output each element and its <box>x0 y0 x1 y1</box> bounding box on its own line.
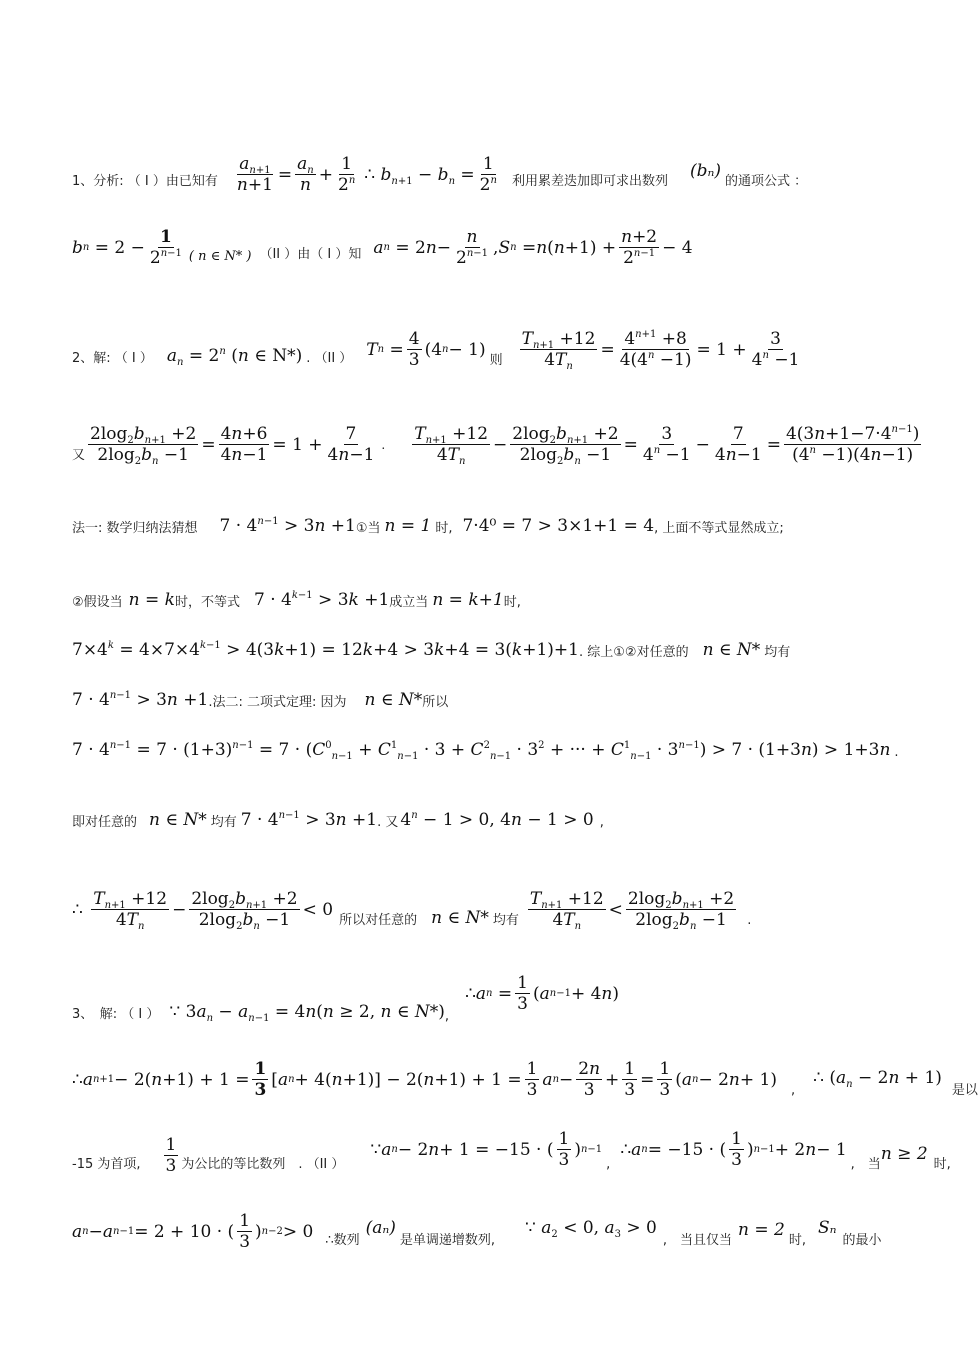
p2-l4-nk: n = k <box>128 590 175 610</box>
p2-l7-dot: . <box>894 745 899 760</box>
p2-l8-ineq2: $4^n - 1 > 0$, 4n − 1 > 0 <box>400 810 594 830</box>
p2-l3-ineq: $7 \cdot 4^{n-1} > 3n +1$ <box>219 516 356 536</box>
p2-an: $a_n = 2^n$ (n ∈ N*) <box>166 346 303 368</box>
p3-line4 <box>72 1198 882 1252</box>
p3-l3-t3: , 当 <box>850 1157 881 1172</box>
p2-l6-ineq: $7 \cdot 4^{n-1} > 3n +1$ <box>72 690 209 710</box>
p3-l4-eq: a n − a n−1 = 2 + 10 · ( $\frac{1}{3}$ ) n−2 > 0 <box>72 1210 314 1253</box>
p3-l2-comma: , <box>790 1083 796 1098</box>
p3-l1-res: ∴ a n = $\frac{1}{3}$ ( a n−1 + 4 n ) <box>465 972 620 1015</box>
p2-l3-n1: n = 1 <box>384 516 432 536</box>
p2-l9-t2: 均有 <box>492 913 519 928</box>
p1-text2: 利用累差迭加即可求出数列 <box>511 174 668 189</box>
p3-lead: 3、 解: （ I ） <box>72 1007 160 1022</box>
p2-l3-t2: ①当 <box>355 521 381 536</box>
p2-part2: . （II ） <box>306 351 353 366</box>
p2-l3-t4: , 上面不等式显然成立; <box>654 521 784 536</box>
p3-l2-t1: 是以 <box>951 1083 978 1098</box>
p3-l1-eq: ∵ $3a_n - a_{n-1} = 4n(n \ge 2$, n ∈ N*) <box>169 1002 445 1024</box>
p2-l4-t4: 时, <box>503 595 521 610</box>
p3-l4-t4: 时, <box>788 1233 806 1248</box>
p2-then: 则 <box>489 353 503 368</box>
p3-l3-comma: , <box>606 1157 611 1172</box>
p3-l3-eq2: ∴ a n = −15 · ( $\frac{1}{3}$ ) n−1 + 2 n − 1 <box>620 1128 847 1171</box>
p2-again: 又 <box>72 448 86 463</box>
p2-l9-dot: . <box>747 913 752 928</box>
p1-eq1: $\frac{a_{n+1}}{n+1}$ = $\frac{a_n}{n}$ + $\frac{1}{2^n}$ ∴ $b_{n+1} - b_n$ = $\frac{1}{2^n}$ <box>236 153 497 196</box>
p2-line3 <box>72 510 784 536</box>
p2-l5-nin: n ∈ N* <box>702 640 761 660</box>
p3-l4-t1: ∴数列 <box>325 1233 360 1248</box>
p2-line8 <box>72 804 604 830</box>
p2-l8-t1: 即对任意的 <box>72 815 138 830</box>
p3-l4-n2: n = 2 <box>738 1220 785 1240</box>
p3-line2 <box>72 1052 978 1100</box>
p2-line9 <box>72 872 752 933</box>
p2-line5 <box>72 634 790 660</box>
p2-l8-t4: , <box>599 815 604 830</box>
p2-tn: T n = $\frac{4}{3}$ (4 n − 1) <box>366 328 486 371</box>
p3-l4-seq: (aₙ) <box>365 1218 396 1238</box>
p2-l4-nk1: n = k+1 <box>432 590 504 610</box>
p2-l8-ineq: $7 \cdot 4^{n-1} > 3n +1$ <box>240 810 378 830</box>
p2-l3-t3: 时, <box>435 521 453 536</box>
p2-lead: 2、解: （ I ） <box>72 351 153 366</box>
p3-line3 <box>72 1122 951 1176</box>
p2-l9-t1: 所以对任意的 <box>339 913 418 928</box>
p2-l6-nin: n ∈ N* <box>364 690 423 710</box>
p2-l7-eq: $7 \cdot 4^{n-1} = 7 \cdot (1+3)^{n-1} = 7 \cdot (C^0_{n-1} + C^1_{n-1} \cdot 3 + C^2_{n-1} \cdot 3^2$ + ··· + $C^1_{n-1} \cdot 3^{n-1}) > 7 \cdot (1+3n) > 1+3n$ <box>72 740 891 762</box>
p3-l2-seq: ∴ $(a_n - 2n + 1)$ <box>813 1068 942 1090</box>
p3-l3-t4: 时, <box>933 1157 951 1172</box>
p3-l4-t3: , 当且仅当 <box>662 1233 733 1248</box>
p1-lead: 1、分析: （ I ）由已知有 <box>72 174 218 189</box>
p3-l3-eq1: ∵ a n − 2 n + 1 = −15 · ( $\frac{1}{3}$ ) n−1 <box>370 1128 603 1171</box>
p3-l2-eq: ∴ a n+1 − 2( n +1) + 1 = $\frac{1}{3}$ [ a n + 4( n +1)] − 2( n +1) + 1 = $\frac{1}{3}$ a n − $\frac{2n}{3}$ + $\frac{1}{3}$ = $\frac{1}{3}$ ( a n − 2 n + 1) <box>72 1058 777 1101</box>
p3-l3-ratio: $\frac{1}{3}$ <box>165 1134 177 1177</box>
p2-l6-t1: .法二: 二项式定理: 因为 <box>208 695 347 710</box>
p2-line2 <box>72 410 924 468</box>
p3-l4-cond: ∵ $a_2 < 0$, $a_3 > 0$ <box>525 1218 657 1240</box>
p1-cond: ( n ∈ N* ) <box>188 249 252 264</box>
p1-seq: (bₙ) <box>689 161 722 181</box>
p2-l6-t2: 所以 <box>422 695 449 710</box>
p2-l4-t3: 成立当 <box>389 595 429 610</box>
p3-l4-sn: Sₙ <box>817 1218 837 1238</box>
p2-l4-t1: ②假设当 <box>72 595 123 610</box>
p2-l4-ineq: $7 \cdot 4^{k-1} > 3k +1$ <box>253 590 390 610</box>
p1-text: （II ）由（ I ）知 <box>259 247 362 262</box>
p2-l3-calc: 7·4⁰ = 7 > 3×1+1 = 4 <box>462 516 655 536</box>
p2-l5-t1: . 综上①②对任意的 <box>579 645 689 660</box>
p1-line1 <box>72 145 807 195</box>
p3-l4-t2: 是单调递增数列, <box>399 1233 496 1248</box>
p1-line2 <box>72 218 693 268</box>
p1-bn: b n = 2 − $\frac{1}{2^{n-1}}$ <box>72 226 182 269</box>
p2-eq1: $\frac{2\log_2b_{n+1} +2}{2\log_2b_n -1}$ = $\frac{4n+6}{4n-1}$ = 1 + $\frac{7}{4n-1}$ . <box>90 423 386 468</box>
p2-line7 <box>72 730 899 760</box>
p3-line1 <box>72 972 620 1024</box>
p1-text3: 的通项公式 ： <box>725 174 808 189</box>
p2-l3-lead: 法一: 数学归纳法猜想 <box>72 521 198 536</box>
p2-ratio: $\frac{T_{n+1} +12}{4T_n}$ = $\frac{4^{n+1} +8}{4(4^n -1)}$ = 1 + $\frac{3}{4^n -1}$ <box>521 328 800 373</box>
p2-l5-t2: 均有 <box>764 645 791 660</box>
p2-l9-eq: ∴ $\frac{T_{n+1} +12}{4T_n}$ − $\frac{2\log_2b_{n+1} +2}{2\log_2b_n -1}$ < 0 <box>72 888 334 933</box>
p3-l3-t1: -15 为首项, <box>72 1157 141 1172</box>
p1-an: a n = 2 n − $\frac{n}{2^{n-1}}$ <box>373 226 489 269</box>
p1-sn: , S n = n ( n +1) + $\frac{n+2}{2^{n-1}}$ − 4 <box>493 226 693 269</box>
p2-l9-ineq: $\frac{T_{n+1} +12}{4T_n}$ < $\frac{2\log_2b_{n+1} +2}{2\log_2b_n -1}$ <box>529 888 735 933</box>
p2-l4-t2: 时，不等式 <box>174 595 240 610</box>
p2-line1 <box>72 315 804 373</box>
p2-l8-nin: n ∈ N* <box>149 810 207 830</box>
p2-line4 <box>72 584 521 610</box>
p2-line6 <box>72 684 448 710</box>
p2-l5-eq: $7\times 4^k = 4\times 7\times 4^{k-1} > 4(3k+1) = 12k+4 > 3k+4 = 3(k+1)+1$ <box>72 640 579 660</box>
p2-eq2: $\frac{T_{n+1} +12}{4T_n}$ − $\frac{2\log_2b_{n+1} +2}{2\log_2b_n -1}$ = $\frac{3}{4^n -1}$ − $\frac{7}{4n-1}$ = $\frac{4(3n+1-7\cdot 4^{n-1})}{(4^n -1)(4n-1)}$ <box>414 423 920 468</box>
p2-l8-t2: 均有 <box>210 815 237 830</box>
p2-l8-t3: . 又 <box>377 815 399 830</box>
p3-l3-cond: n ≥ 2 <box>880 1144 928 1164</box>
p3-l1-comma: , <box>444 1009 450 1024</box>
p3-l3-t2: 为公比的等比数列 . （II ） <box>181 1157 345 1172</box>
p2-l9-nin: n ∈ N* <box>431 908 489 928</box>
p3-l4-t5: 的最小 <box>842 1233 882 1248</box>
